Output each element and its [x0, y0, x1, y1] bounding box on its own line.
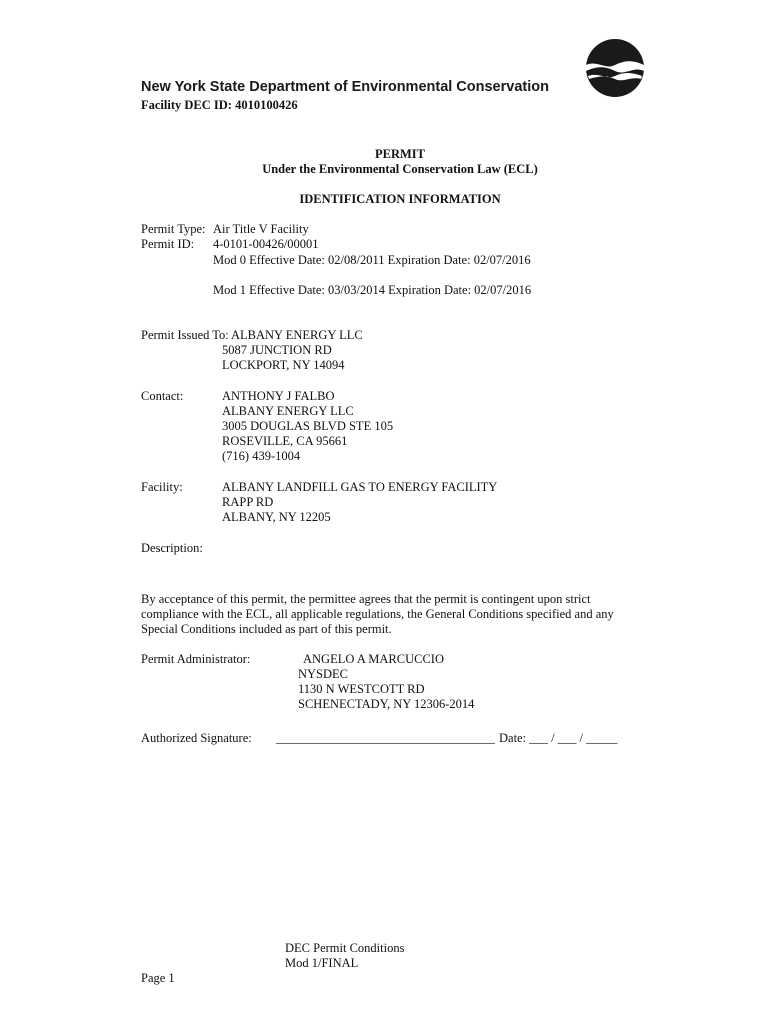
agency-title: New York State Department of Environmental Conservation — [141, 79, 549, 95]
permit-id-value: 4-0101-00426/00001 — [213, 237, 319, 251]
issued-to-address-line: LOCKPORT, NY 14094 — [222, 358, 345, 372]
issued-to-name: ALBANY ENERGY LLC — [231, 328, 363, 342]
facility-line: ALBANY LANDFILL GAS TO ENERGY FACILITY — [222, 480, 498, 494]
facility-dec-id: Facility DEC ID: 4010100426 — [141, 98, 298, 112]
permit-id-label: Permit ID: — [141, 237, 195, 251]
facility-line: RAPP RD — [222, 495, 274, 509]
permit-subtitle: Under the Environmental Conservation Law (ECL) — [262, 162, 538, 176]
page-number: Page 1 — [141, 971, 175, 985]
contact-line: ANTHONY J FALBO — [222, 389, 335, 403]
footer-conditions: DEC Permit Conditions — [285, 941, 405, 955]
permit-type-label: Permit Type: — [141, 222, 206, 236]
administrator-line: ANGELO A MARCUCCIO — [303, 652, 444, 666]
permit-type-value: Air Title V Facility — [213, 222, 309, 236]
signature-line[interactable]: ___________________________________ — [276, 731, 495, 745]
administrator-line: NYSDEC — [298, 667, 349, 681]
description-label: Description: — [141, 541, 203, 555]
section-heading: IDENTIFICATION INFORMATION — [299, 192, 501, 206]
facility-label: Facility: — [141, 480, 183, 494]
mod1-dates: Mod 1 Effective Date: 03/03/2014 Expiration Date: 02/07/2016 — [213, 283, 532, 297]
mod0-dates: Mod 0 Effective Date: 02/08/2011 Expiration Date: 02/07/2016 — [213, 253, 531, 267]
facility-line: ALBANY, NY 12205 — [222, 510, 331, 524]
contact-phone: (716) 439-1004 — [222, 449, 301, 463]
contact-line: ALBANY ENERGY LLC — [222, 404, 354, 418]
contact-label: Contact: — [141, 389, 184, 403]
acceptance-paragraph: By acceptance of this permit, the permittee agrees that the permit is contingent upon strict compliance with the ECL, all applicable regulations, the General Conditions specified and any Special Conditions included as part of this permit. — [141, 592, 614, 636]
contact-line: 3005 DOUGLAS BLVD STE 105 — [222, 419, 394, 433]
administrator-line: 1130 N WESTCOTT RD — [298, 682, 425, 696]
signature-date[interactable]: Date: ___ / ___ / _____ — [499, 731, 618, 745]
contact-line: ROSEVILLE, CA 95661 — [222, 434, 348, 448]
permit-title: PERMIT — [375, 147, 425, 161]
administrator-line: SCHENECTADY, NY 12306-2014 — [298, 697, 475, 711]
administrator-label: Permit Administrator: — [141, 652, 251, 666]
issued-to-address-line: 5087 JUNCTION RD — [222, 343, 332, 357]
footer-mod: Mod 1/FINAL — [285, 956, 359, 970]
issued-to-label: Permit Issued To: — [141, 328, 229, 342]
signature-label: Authorized Signature: — [141, 731, 252, 745]
dec-logo — [585, 38, 645, 98]
